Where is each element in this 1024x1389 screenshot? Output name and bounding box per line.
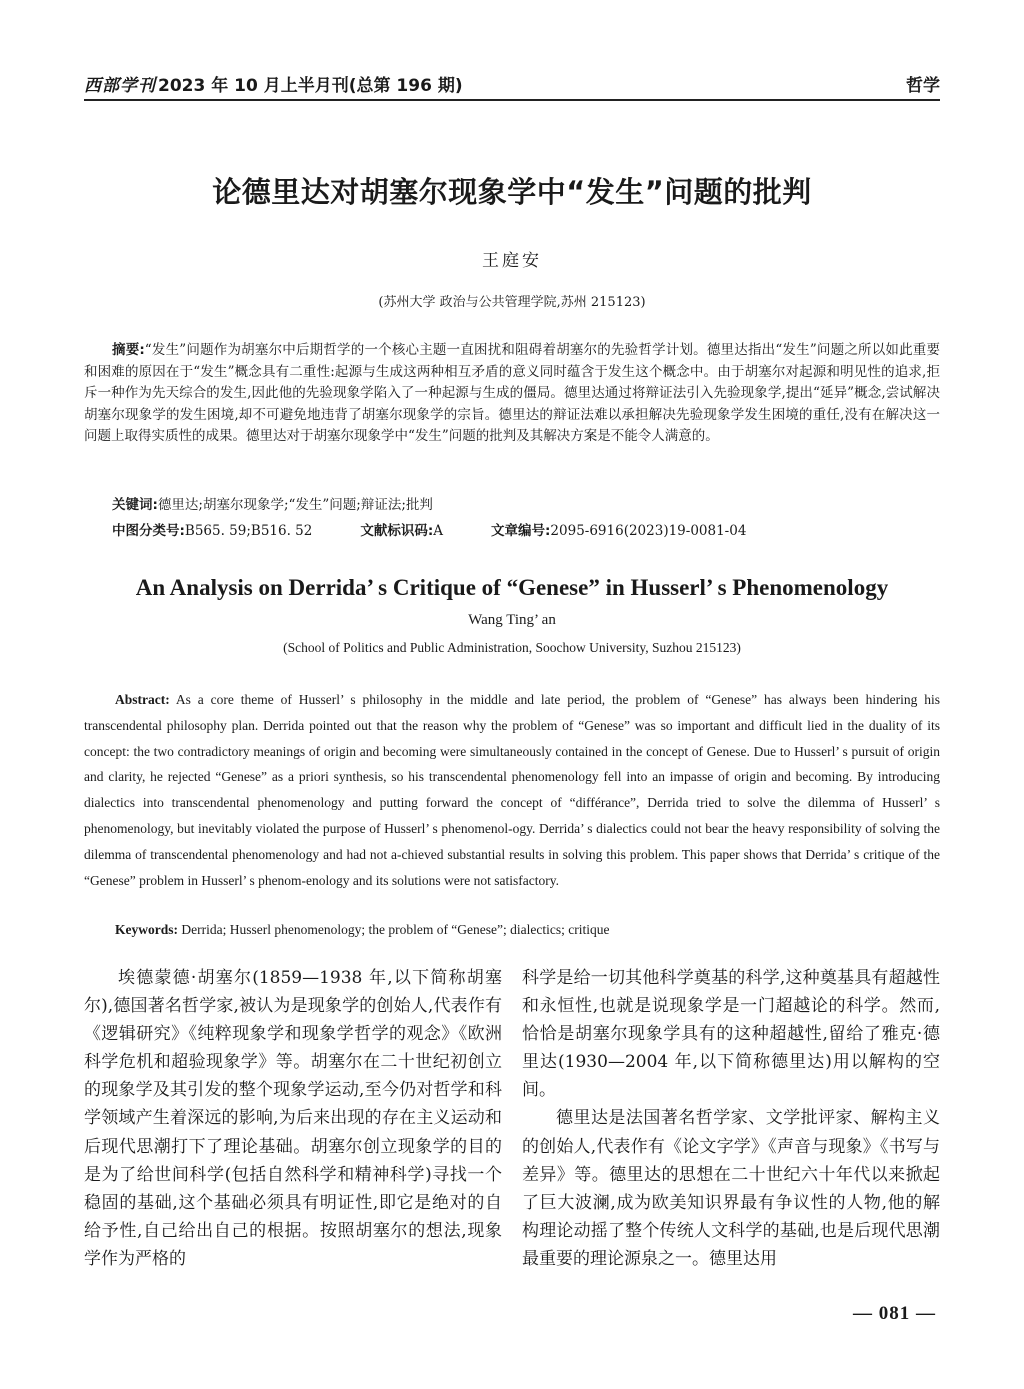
cn-classification bbox=[112, 521, 940, 541]
issue-info: 2023 年 10 月上半月刊(总第 196 期) bbox=[158, 76, 463, 96]
cn-keywords-text: 德里达;胡塞尔现象学;“发生”问题;辩证法;批判 bbox=[157, 497, 433, 513]
cn-author: 王庭安 bbox=[482, 251, 542, 271]
en-keywords-label: Keywords: bbox=[115, 922, 178, 937]
en-abstract-text: As a core theme of Husserl’ s philosophy in the middle and late period, the problem of “Genese” has always been hindering his transcendental philosophy plan. Derrida pointed out that the reason why the problem of “Genese” was so important and difficult lied in the duality of its concept: the two contradictory meanings of origin and becoming were simultaneously contained in the concept of Genese. Due to Husserl’ s pursuit of origin and clarity, he rejected “Genese” as a priori synthesis, so his transcendental phenomenology fell into an impasse of origin and becoming. By introducing dialectics into transcendental phenomenology and putting forward the concept of “différance”, Derrida tried to solve the dilemma of Husserl’ s phenomenology, but inevitably violated the purpose of Husserl’ s phenomenol-ogy. Derrida’ s dialectics could not bear the heavy responsibility of solving the dilemma of transcendental phenomenology and had not a-chieved substantial results in solving this problem. This paper shows that Derrida’ s critique of the “Genese” problem in Husserl’ s phenom-enology and its solutions were not satisfactory. bbox=[84, 692, 940, 888]
section-label: 哲学 bbox=[906, 76, 940, 96]
cn-keywords bbox=[112, 495, 940, 515]
body-paragraph: 科学是给一切其他科学奠基的科学,这种奠基具有超越性和永恒性,也就是说现象学是一门超越论的科学。然而,恰恰是胡塞尔现象学具有的这种超越性,留给了雅克·德里达(1930—2004 年,以下简称德里达)用以解构的空间。 bbox=[522, 968, 940, 1101]
body-paragraph: 德里达是法国著名哲学家、文学批评家、解构主义的创始人,代表作有《论文字学》《声音与现象》《书写与差异》等。德里达的思想在二十世纪六十年代以来掀起了巨大波澜,成为欧美知识界最有争议性的人物,他的解构理论动摇了整个传统人文科学的基础,也是后现代思潮最重要的理论源泉之一。德里达用 bbox=[522, 1108, 940, 1269]
running-header bbox=[84, 66, 940, 96]
page-number: — 081 — bbox=[853, 1303, 936, 1324]
journal-name: 西部学刊 bbox=[84, 76, 156, 96]
doc-code-item bbox=[360, 521, 443, 541]
clc-value: B565. 59;B516. 52 bbox=[184, 523, 313, 539]
doc-code-label: 文献标识码: bbox=[360, 523, 434, 539]
cn-abstract bbox=[84, 340, 940, 448]
journal-info bbox=[84, 71, 463, 96]
body-paragraph: 埃德蒙德·胡塞尔(1859—1938 年,以下简称胡塞尔),德国著名哲学家,被认为是现象学的创始人,代表作有《逻辑研究》《纯粹现象学和现象学哲学的观念》《欧洲科学危机和超验现象学》等。胡塞尔在二十世纪初创立的现象学及其引发的整个现象学运动,至今仍对哲学和科学领域产生着深远的影响,为后来出现的存在主义运动和后现代思潮打下了理论基础。胡塞尔创立现象学的目的是为了给世间科学(包括自然科学和精神科学)寻找一个稳固的基础,这个基础必须具有明证性,即它是绝对的自给予性,自己给出自己的根据。按照胡塞尔的想法,现象学作为严格的 bbox=[84, 968, 502, 1269]
body-column-right bbox=[522, 964, 940, 1273]
cn-abstract-label: 摘要: bbox=[112, 342, 145, 358]
article-no-value: 2095-6916(2023)19-0081-04 bbox=[550, 523, 747, 539]
cn-abstract-text: “发生”问题作为胡塞尔中后期哲学的一个核心主题一直困扰和阻碍着胡塞尔的先验哲学计划。德里达指出“发生”问题之所以如此重要和困难的原因在于“发生”概念具有二重性:起源与生成这两种相互矛盾的意义同时蕴含于发生这个概念中。由于胡塞尔对起源和明见性的追求,拒斥一种作为先天综合的发生,因此他的先验现象学陷入了一种起源与生成的僵局。德里达通过将辩证法引入先验现象学,提出“延异”概念,尝试解决胡塞尔现象学的发生困境,却不可避免地违背了胡塞尔现象学的宗旨。德里达的辩证法难以承担解决先验现象学发生困境的重任,没有在解决这一问题上取得实质性的成果。德里达对于胡塞尔现象学中“发生”问题的批判及其解决方案是不能令人满意的。 bbox=[84, 342, 940, 445]
en-title: An Analysis on Derrida’ s Critique of “Genese” in Husserl’ s Phenomenology bbox=[135, 575, 889, 600]
article-no-item bbox=[491, 521, 746, 541]
en-abstract bbox=[84, 687, 940, 893]
en-keywords bbox=[115, 919, 940, 941]
clc-label: 中图分类号: bbox=[112, 523, 185, 539]
en-keywords-text: Derrida; Husserl phenomenology; the problem of “Genese”; dialectics; critique bbox=[181, 922, 610, 937]
en-abstract-label: Abstract: bbox=[115, 692, 170, 707]
cn-affiliation: (苏州大学 政治与公共管理学院,苏州 215123) bbox=[378, 295, 646, 310]
cn-title: 论德里达对胡塞尔现象学中“发生”问题的批判 bbox=[212, 175, 812, 209]
en-author: Wang Ting’ an bbox=[468, 612, 556, 628]
article-no-label: 文章编号: bbox=[491, 523, 551, 539]
header-rule bbox=[84, 99, 940, 101]
clc-item bbox=[112, 521, 312, 541]
body-column-left bbox=[84, 964, 502, 1273]
cn-keywords-label: 关键词: bbox=[112, 497, 158, 513]
doc-code-value: A bbox=[433, 523, 444, 539]
en-affiliation: (School of Politics and Public Administration, Soochow University, Suzhou 215123) bbox=[283, 640, 741, 655]
